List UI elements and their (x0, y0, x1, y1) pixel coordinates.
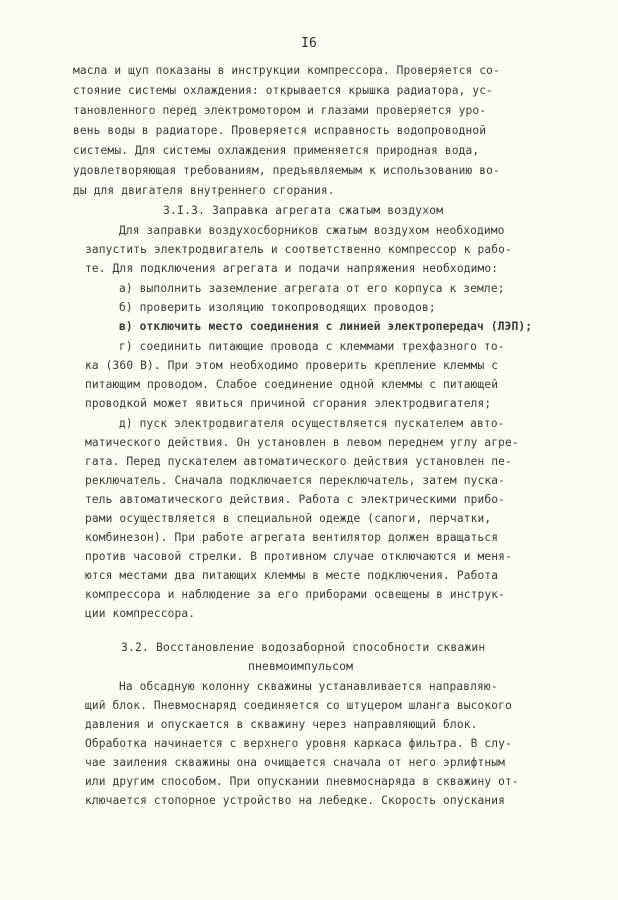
text-line: Для заправки воздухосборников сжатым воздухом необходимо (119, 224, 505, 237)
page-number: I6 (301, 36, 317, 51)
text-line: стояние системы охлаждения: открывается крышка радиатора, ус- (73, 84, 494, 97)
text-line: ции компрессора. (85, 607, 196, 620)
text-line: рами осуществляется в специальной одежде (сапоги, перчатки, (85, 512, 492, 525)
text-line: масла и щуп показаны в инструкции компрессора. Проверяется со- (73, 64, 500, 77)
text-line: проводкой может явиться причиной сгорания электродвигателя; (85, 397, 492, 410)
text-line: тель автоматического действия. Работа с электрическими прибо- (85, 493, 506, 506)
text-line: те. Для подключения агрегата и подачи напряжения необходимо: (85, 262, 499, 275)
section-heading: 3.2. Восстановление водозаборной способности скважин (121, 640, 486, 654)
list-item: г) соединить питающие провода с клеммами трехфазного то- (119, 340, 505, 353)
text-line: запустить электродвигатель и соответственно компрессор к рабо- (85, 243, 512, 256)
text-line: системы. Для системы охлаждения применяется природная вода, (73, 144, 480, 157)
text-line: реключатель. Сначала подключается переключатель, затем пуска- (85, 474, 506, 487)
text-line: щий блок. Пневмоснаряд соединяется со штуцером шланга высокого (85, 699, 512, 712)
text-line: тановленного перед электромотором и глазами проверяется уро- (73, 104, 487, 117)
text-line: ются местами два питающих клеммы в месте подключения. Работа (85, 569, 499, 582)
text-line: матического действия. Он установлен в левом переднем углу агре- (85, 436, 519, 449)
text-line: комбинезон). При работе агрегата вентилятор должен вращаться (85, 531, 499, 544)
text-line: На обсадную колонну скважины устанавливается направляю- (119, 680, 498, 693)
list-item: д) пуск электродвигателя осуществляется пускателем авто- (119, 417, 505, 430)
text-line: давления и опускается в скважину через направляющий блок. (85, 718, 478, 731)
text-line: питающим проводом. Слабое соединение одной клеммы с питающей (85, 378, 499, 391)
list-item: а) выполнить заземление агрегата от его корпуса к земле; (119, 282, 505, 295)
text-line: ды для двигателя внутреннего сгорания. (73, 184, 335, 197)
text-line: вень воды в радиаторе. Проверяется исправность водопроводной (73, 124, 487, 137)
section-heading: 3.I.3. Заправка агрегата сжатым воздухом (163, 203, 444, 217)
text-line: гата. Перед пускателем автоматического действия установлен пе- (85, 455, 512, 468)
text-line: против часовой стрелки. В противном случае отключаются и меня- (85, 550, 512, 563)
text-line: или другим способом. При опускании пневмоснаряда в скважину от- (85, 775, 519, 788)
text-line: чае заиления скважины она очищается сначала от него эрлифтным (85, 756, 506, 769)
text-line: удовлетворяющая требованиям, предъявляемым к использованию во- (73, 164, 500, 177)
list-item: б) проверить изоляцию токопроводящих проводов; (119, 301, 436, 314)
text-line: компрессора и наблюдение за его приборами освещены в инструк- (85, 588, 506, 601)
section-heading-cont: пневмоимпульсом (248, 659, 354, 673)
text-line: ключается стопорное устройство на лебедке. Скорость опускания (85, 794, 506, 807)
text-line: ка (360 В). При этом необходимо проверить крепление клеммы с (85, 359, 499, 372)
text-line: Обработка начинается с верхнего уровня каркаса фильтра. В слу- (85, 737, 512, 750)
list-item: в) отключить место соединения с линией электропередач (ЛЭП); (119, 320, 533, 333)
